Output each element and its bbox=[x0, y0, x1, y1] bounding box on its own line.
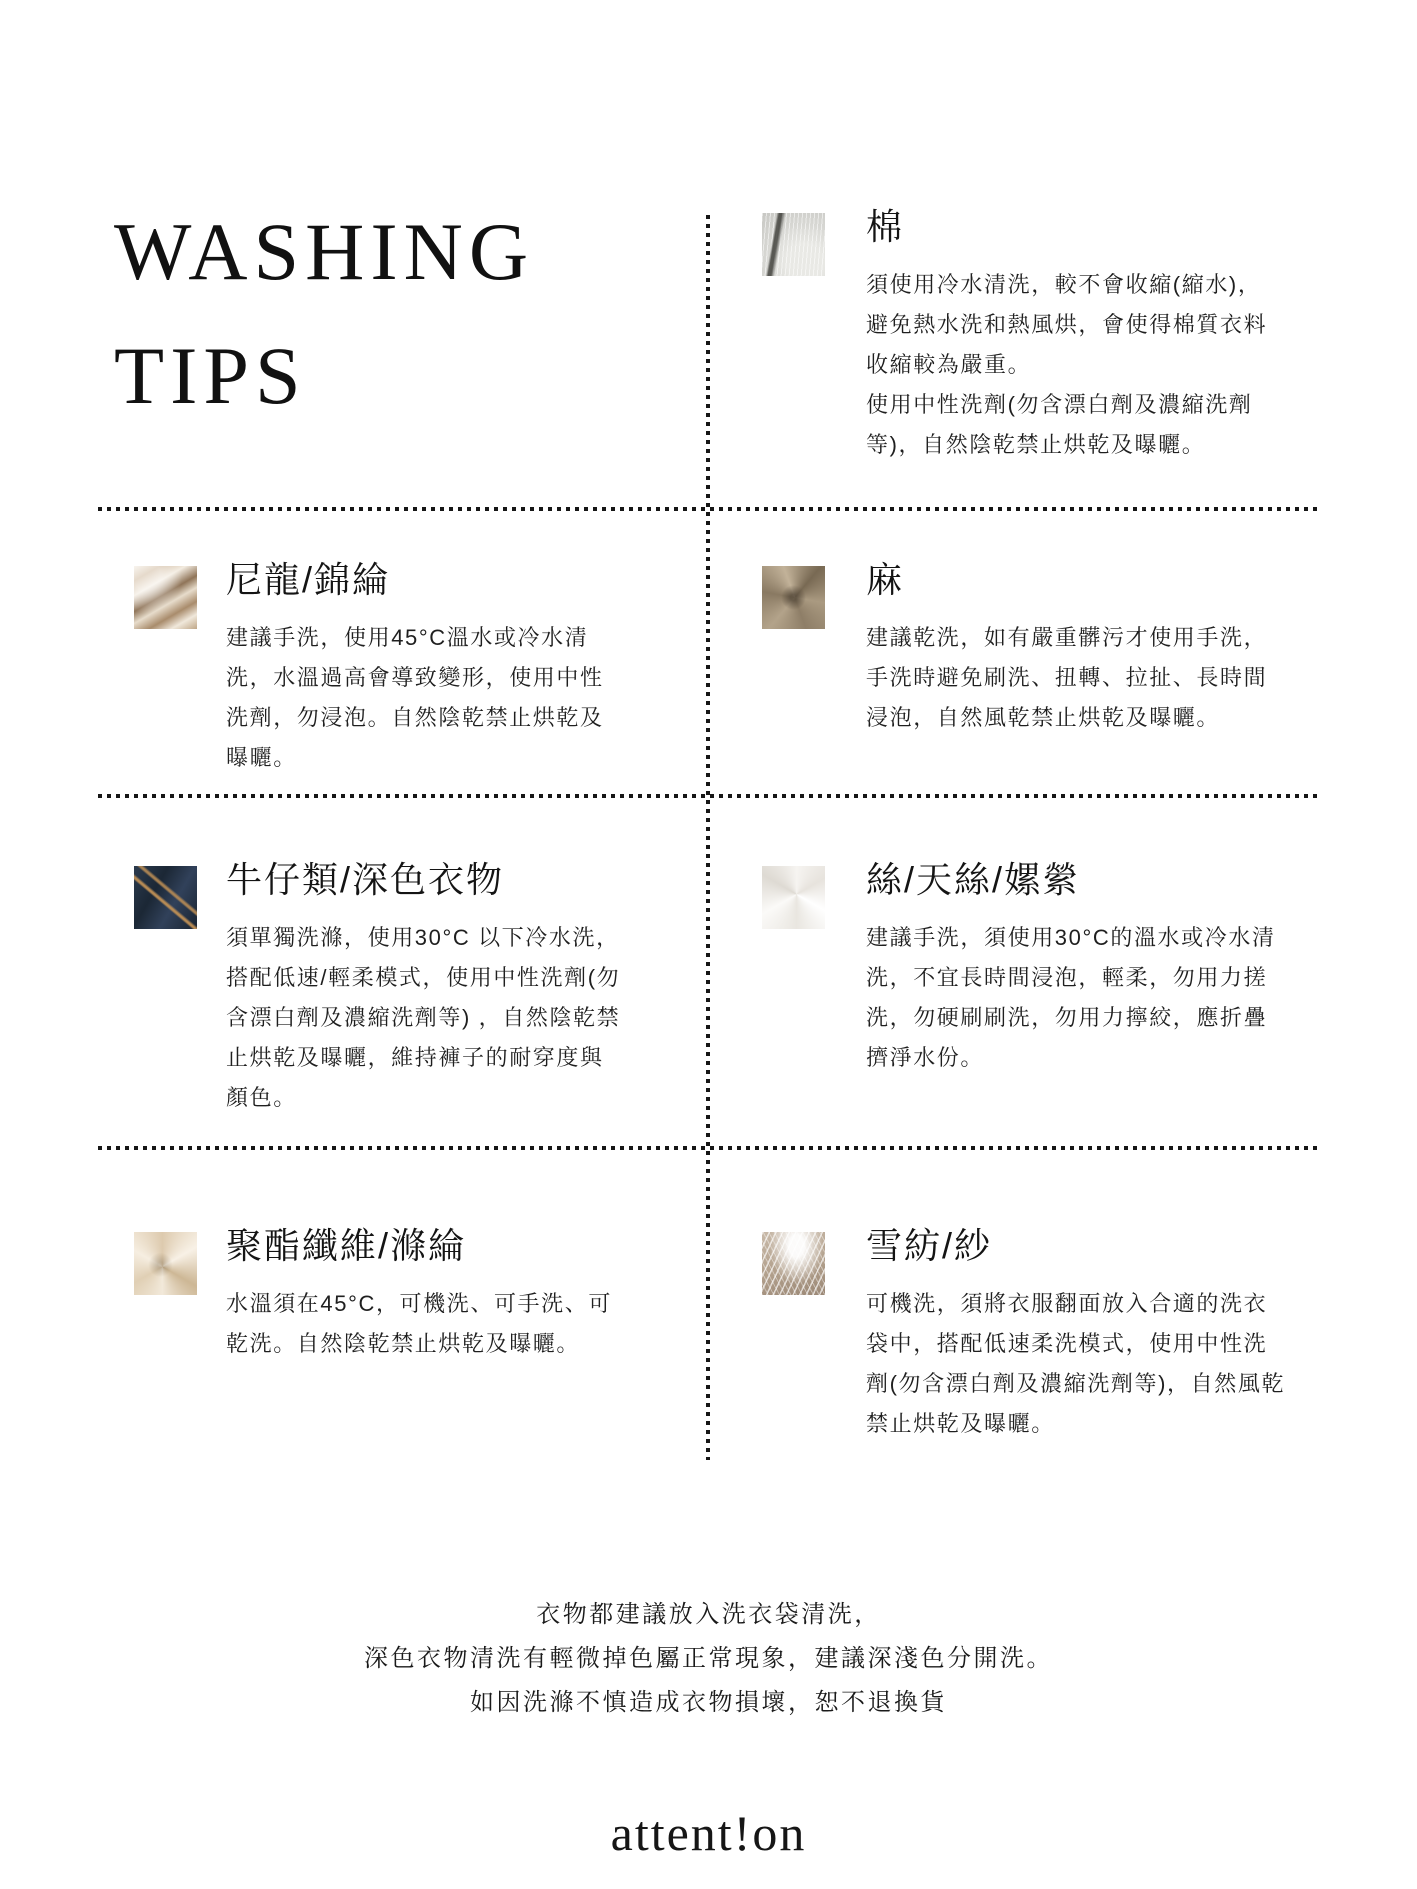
body-text-line: 須單獨洗滌，使用30°C 以下冷水洗， bbox=[226, 925, 620, 950]
body-text-line: 洗，不宜長時間浸泡，輕柔，勿用力搓 bbox=[866, 965, 1268, 990]
polyester-fabric-thumbnail bbox=[134, 1232, 197, 1295]
section-cotton-body bbox=[866, 265, 1342, 465]
body-text-line: 搭配低速/輕柔模式，使用中性洗劑(勿 bbox=[226, 965, 621, 990]
body-text-line: 浸泡，自然風乾禁止烘乾及曝曬。 bbox=[866, 705, 1221, 730]
section-silk-body bbox=[866, 918, 1342, 1078]
section-cotton-title: 棉 bbox=[866, 206, 905, 247]
section-polyester-title: 聚酯纖維/滌綸 bbox=[226, 1225, 467, 1266]
section-nylon-body bbox=[226, 618, 714, 778]
section-cotton bbox=[762, 203, 1342, 465]
footer-note-line: 衣物都建議放入洗衣袋清洗， bbox=[536, 1601, 881, 1628]
section-nylon bbox=[134, 556, 714, 778]
body-text-line: 手洗時避免刷洗、扭轉、拉扯、長時間 bbox=[866, 665, 1268, 690]
footer-notes bbox=[0, 1593, 1417, 1725]
body-text-line: 洗，水溫過高會導致變形，使用中性 bbox=[226, 665, 604, 690]
body-text-line: 等)，自然陰乾禁止烘乾及曝曬。 bbox=[866, 432, 1206, 457]
section-silk-title: 絲/天絲/嫘縈 bbox=[866, 859, 1081, 900]
section-chiffon-content bbox=[866, 1222, 1342, 1444]
body-text-line: 建議乾洗，如有嚴重髒污才使用手洗， bbox=[866, 625, 1268, 650]
section-linen bbox=[762, 556, 1342, 738]
section-denim-content bbox=[226, 856, 714, 1118]
body-text-line: 袋中，搭配低速柔洗模式，使用中性洗 bbox=[866, 1331, 1268, 1356]
section-linen-content bbox=[866, 556, 1342, 738]
body-text-line: 建議手洗，使用45°C溫水或冷水清 bbox=[226, 625, 589, 650]
body-text-line: 禁止烘乾及曝曬。 bbox=[866, 1411, 1055, 1436]
cotton-fabric-thumbnail bbox=[762, 213, 825, 276]
body-text-line: 須使用冷水清洗，較不會收縮(縮水)， bbox=[866, 272, 1262, 297]
section-chiffon bbox=[762, 1222, 1342, 1444]
section-silk-content bbox=[866, 856, 1342, 1078]
body-text-line: 含漂白劑及濃縮洗劑等) ，自然陰乾禁 bbox=[226, 1005, 621, 1030]
body-text-line: 水溫須在45°C，可機洗、可手洗、可 bbox=[226, 1291, 612, 1316]
section-silk bbox=[762, 856, 1342, 1078]
body-text-line: 收縮較為嚴重。 bbox=[866, 352, 1032, 377]
body-text-line: 避免熱水洗和熱風烘，會使得棉質衣料 bbox=[866, 312, 1268, 337]
body-text-line: 止烘乾及曝曬，維持褲子的耐穿度與 bbox=[226, 1045, 604, 1070]
section-nylon-content bbox=[226, 556, 714, 778]
section-linen-body bbox=[866, 618, 1342, 738]
denim-fabric-thumbnail bbox=[134, 866, 197, 929]
brand-logo: attent!on bbox=[610, 1805, 807, 1861]
section-denim bbox=[134, 856, 714, 1118]
section-chiffon-title: 雪紡/紗 bbox=[866, 1225, 993, 1266]
body-text-line: 洗，勿硬刷刷洗，勿用力擰絞，應折疊 bbox=[866, 1005, 1268, 1030]
footer-note-line: 如因洗滌不慎造成衣物損壞，恕不退換貨 bbox=[470, 1689, 947, 1716]
body-text-line: 建議手洗，須使用30°C的溫水或冷水清 bbox=[866, 925, 1276, 950]
body-text-line: 洗劑，勿浸泡。自然陰乾禁止烘乾及 bbox=[226, 705, 604, 730]
section-denim-title: 牛仔類/深色衣物 bbox=[226, 859, 505, 900]
section-polyester-content bbox=[226, 1222, 714, 1364]
body-text-line: 曝曬。 bbox=[226, 745, 297, 770]
body-text-line: 擠淨水份。 bbox=[866, 1045, 985, 1070]
body-text-line: 使用中性洗劑(勿含漂白劑及濃縮洗劑 bbox=[866, 392, 1253, 417]
silk-fabric-thumbnail bbox=[762, 866, 825, 929]
section-cotton-content bbox=[866, 203, 1342, 465]
section-linen-title: 麻 bbox=[866, 559, 905, 600]
page-title-line1: WASHING bbox=[114, 206, 535, 297]
body-text-line: 乾洗。自然陰乾禁止烘乾及曝曬。 bbox=[226, 1331, 581, 1356]
page-title-line2: TIPS bbox=[114, 330, 307, 421]
section-nylon-title: 尼龍/錦綸 bbox=[226, 559, 391, 600]
footer-note-line: 深色衣物清洗有輕微掉色屬正常現象，建議深淺色分開洗。 bbox=[364, 1645, 1053, 1672]
linen-fabric-thumbnail bbox=[762, 566, 825, 629]
section-polyester-body bbox=[226, 1284, 714, 1364]
body-text-line: 劑(勿含漂白劑及濃縮洗劑等)，自然風乾 bbox=[866, 1371, 1286, 1396]
nylon-fabric-thumbnail bbox=[134, 566, 197, 629]
chiffon-fabric-thumbnail bbox=[762, 1232, 825, 1295]
page-title bbox=[114, 190, 534, 438]
section-polyester bbox=[134, 1222, 714, 1364]
section-chiffon-body bbox=[866, 1284, 1342, 1444]
section-denim-body bbox=[226, 918, 714, 1118]
body-text-line: 可機洗，須將衣服翻面放入合適的洗衣 bbox=[866, 1291, 1268, 1316]
body-text-line: 顏色。 bbox=[226, 1085, 297, 1110]
